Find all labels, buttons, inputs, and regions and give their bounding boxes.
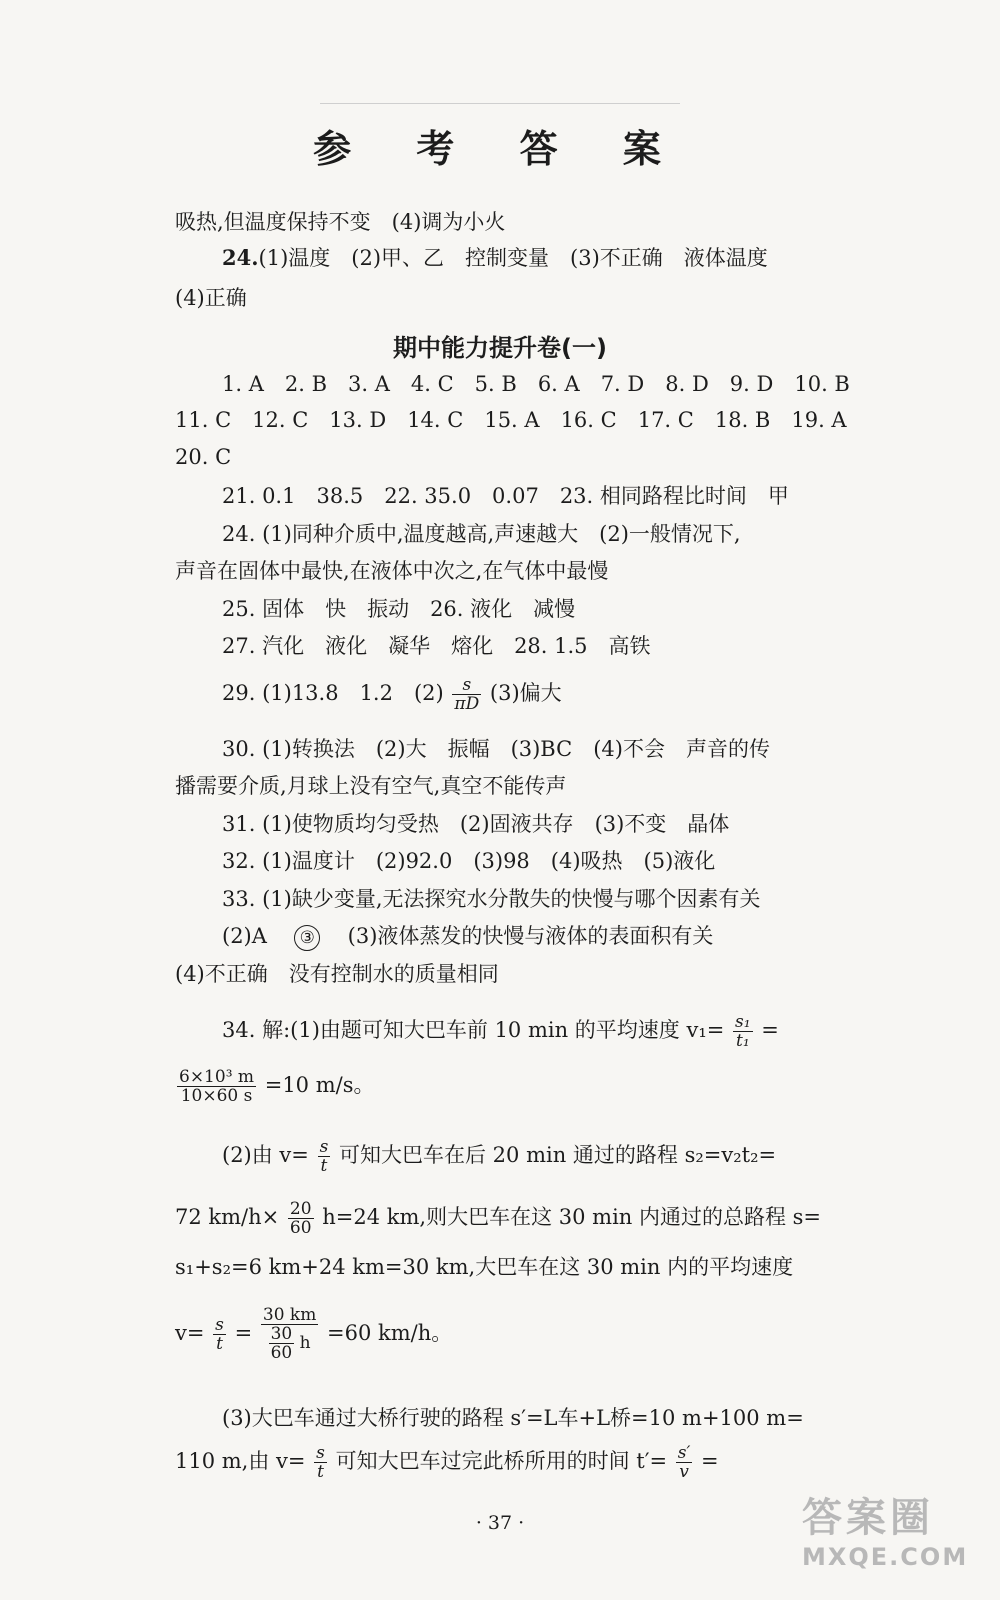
text-line: 声音在固体中最快,在液体中次之,在气体中最慢	[175, 559, 609, 583]
text-line: (4)正确	[175, 286, 247, 310]
numerator: s	[215, 1314, 224, 1335]
fraction	[318, 1138, 331, 1175]
fraction	[733, 1013, 753, 1050]
denominator: t	[317, 1462, 324, 1482]
text-line: 31. (1)使物质均匀受热 (2)固液共存 (3)不变 晶体	[222, 812, 730, 836]
question-number: 24.	[222, 245, 259, 270]
numerator: s	[452, 676, 481, 695]
title-rule	[320, 103, 680, 104]
text-line	[222, 922, 882, 951]
circled-number: ③	[294, 925, 320, 951]
text-line: 播需要介质,月球上没有空气,真空不能传声	[175, 774, 567, 798]
text-line: 30. (1)转换法 (2)大 振幅 (3)BC (4)不会 声音的传	[222, 737, 770, 761]
text-line: v= $\frac{s}{t}$ = 30 km $\frac{30}{60}$ h =60 km/h。	[175, 1305, 453, 1363]
fraction	[314, 1444, 327, 1481]
numerator: 6×10³ m	[179, 1067, 255, 1087]
watermark-url: MXQE.COM	[802, 1543, 969, 1571]
answer-text: (2)由 v=	[222, 1143, 309, 1167]
text-line: 27. 汽化 液化 凝华 熔化 28. 1.5 高铁	[222, 634, 651, 658]
answer-text: 34. 解:(1)由题可知大巴车前 10 min 的平均速度 v₁=	[222, 1018, 725, 1042]
numerator: s	[316, 1443, 325, 1463]
text-line	[222, 1138, 882, 1175]
answer-text: (3)液体蒸发的快慢与液体的表面积有关	[347, 924, 714, 948]
denominator: 10×60 s	[180, 1086, 253, 1106]
text-line: (3)大巴车通过大桥行驶的路程 s′=L车+L桥=10 m+100 m=	[222, 1406, 804, 1430]
denominator: 60	[289, 1218, 312, 1238]
numerator: 20	[289, 1199, 312, 1219]
text-line	[175, 1200, 835, 1237]
numerator: 30	[270, 1324, 293, 1344]
denominator: t	[320, 1156, 328, 1176]
text-line: 33. (1)缺少变量,无法探究水分散失的快慢与哪个因素有关	[222, 887, 761, 911]
text-line: 24. (1)同种介质中,温度越高,声速越大 (2)一般情况下,	[222, 522, 741, 546]
text-line: 25. 固体 快 振动 26. 液化 减慢	[222, 597, 576, 621]
fraction	[288, 1200, 314, 1237]
denominator	[261, 1325, 318, 1362]
fraction	[452, 676, 481, 713]
answer-text: =60 km/h。	[327, 1320, 453, 1345]
denominator: t	[216, 1333, 223, 1354]
watermark-title: 答案圈	[802, 1495, 934, 1541]
answer-text: 可知大巴车在后 20 min 通过的路程 s₂=v₂t₂=	[339, 1143, 777, 1167]
denominator: πD	[454, 694, 480, 714]
text-line: 34. 解:(1)由题可知大巴车前 10 min 的平均速度 v₁= $\frac{\text{s₁}}{\text{t₁}}$ =	[222, 1012, 779, 1051]
text-line: 吸热,但温度保持不变 (4)调为小火	[175, 210, 506, 234]
text-line	[222, 244, 882, 272]
text-line	[222, 676, 882, 713]
unit: h	[299, 1333, 311, 1353]
page-title: 参 考 答 案	[313, 126, 687, 171]
watermark-logo	[802, 1494, 982, 1590]
answer-text: 110 m,由 v=	[175, 1449, 306, 1473]
answer-text: (1)温度 (2)甲、乙 控制变量 (3)不正确 液体温度	[258, 246, 768, 270]
mc-answers-row: 1. A 2. B 3. A 4. C 5. B 6. A 7. D 8. D 9. D 10. B	[222, 372, 850, 396]
denominator: 60	[270, 1343, 293, 1363]
numerator: s	[319, 1137, 329, 1157]
fraction	[213, 1316, 226, 1353]
mc-answers-row: 20. C	[175, 445, 232, 469]
answer-text: =	[701, 1449, 719, 1473]
denominator: v	[679, 1462, 689, 1482]
answer-text: 可知大巴车过完此桥所用的时间 t′=	[335, 1449, 668, 1473]
answer-text: (3)偏大	[489, 681, 562, 705]
answer-text: v=	[175, 1320, 205, 1345]
text-line: 32. (1)温度计 (2)92.0 (3)98 (4)吸热 (5)液化	[222, 849, 716, 873]
answer-text: 29. (1)13.8 1.2 (2)	[222, 681, 444, 705]
page-number: · 37 ·	[475, 1512, 525, 1534]
numerator: s′	[677, 1443, 691, 1463]
section-title: 期中能力提升卷(一)	[393, 334, 607, 362]
answer-text: =10 m/s。	[264, 1073, 375, 1097]
answer-text: (2)A	[222, 924, 267, 948]
mc-answers-row: 11. C 12. C 13. D 14. C 15. A 16. C 17. C 18. B 19. A	[175, 408, 847, 432]
numerator: 30 km	[262, 1305, 317, 1325]
text-line: s₁+s₂=6 km+24 km=30 km,大巴车在这 30 min 内的平均速度	[175, 1255, 794, 1279]
answer-text: 72 km/h×	[175, 1205, 280, 1229]
fraction	[676, 1444, 693, 1481]
answer-text: h=24 km,则大巴车在这 30 min 内通过的总路程 s=	[322, 1205, 822, 1229]
text-line	[175, 1444, 835, 1481]
text-line: (4)不正确 没有控制水的质量相同	[175, 962, 499, 986]
numerator: s₁	[735, 1012, 751, 1032]
text-line: 21. 0.1 38.5 22. 35.0 0.07 23. 相同路程比时间 甲	[222, 484, 789, 508]
fraction	[261, 1306, 318, 1362]
denominator: t₁	[735, 1031, 750, 1051]
fraction	[177, 1068, 256, 1105]
text-line	[175, 1068, 835, 1105]
